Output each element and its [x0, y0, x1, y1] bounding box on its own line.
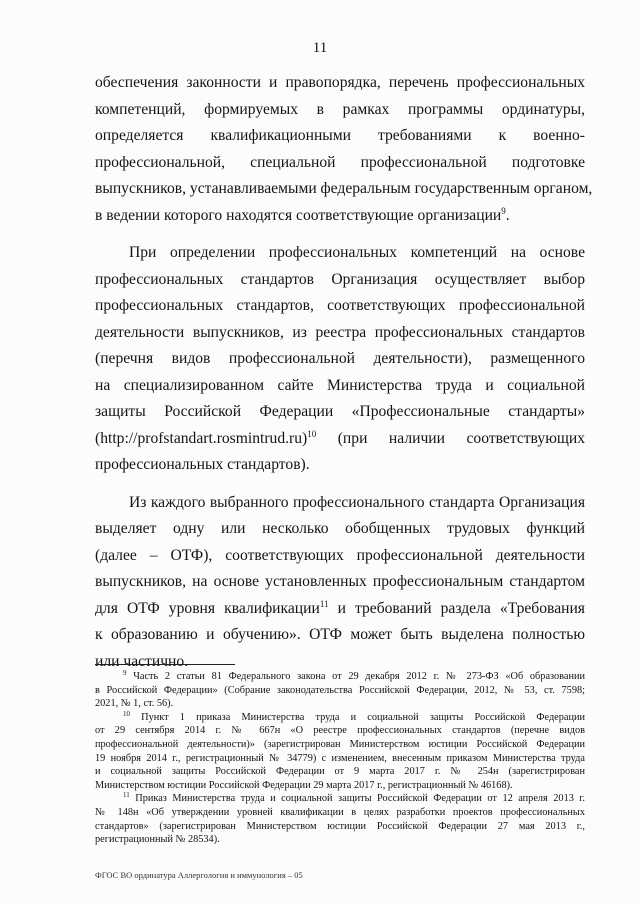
footnote-line: профессиональной деятельности)» (зарегистрирован Министерством юстиции Российской Федерации [95, 738, 585, 750]
footnotes [95, 670, 585, 847]
text-line [95, 203, 585, 230]
text-line: При определении профессиональных компетенций на основе [129, 244, 585, 261]
text-line: (далее – ОТФ), соответствующих профессиональной деятельности [95, 546, 585, 564]
text-span: Приказ Министерства труда и социальной защиты Российской Федерации от 12 апреля 2013 г. [135, 793, 586, 805]
text-line: компетенций, формируемых в рамках программы ординатуры, [95, 100, 585, 118]
footnote-line: и социальной защиты Российской Федерации от 9 марта 2017 г. № 254н (зарегистрирован [95, 766, 585, 778]
text-line: Из каждого выбранного профессионального стандарта Организация [129, 493, 585, 511]
text-line: к образованию и обучению». ОТФ может быть выделена полностью [95, 626, 585, 643]
text-span: Часть 2 статьи 81 Федерального закона от 29 декабря 2012 г. № 273-ФЗ «Об образовании [133, 671, 585, 682]
footnote-line: регистрационный № 28534). [95, 834, 220, 846]
profstandart-url[interactable]: (http://profstandart.rosmintrud.ru) [95, 429, 308, 447]
text-line: профессиональной, специальной профессиональной подготовке [95, 153, 585, 171]
footnote-10 [95, 711, 585, 793]
footnote-marker: 9 [123, 669, 127, 677]
footnote-9 [95, 670, 585, 711]
paragraph-1 [95, 70, 593, 229]
text-line: на специализированном сайте Министерства труда и социальной [95, 376, 585, 394]
text-line: обеспечения законности и правопорядка, перечень профессиональных [95, 74, 585, 91]
text-line: выпускников, на основе установленных профессиональным стандартом [95, 573, 585, 590]
text-line: определяется квалификационными требованиями к военно- [95, 127, 585, 144]
text-line: или частично. [95, 652, 189, 670]
footnote-ref-10[interactable]: 10 [307, 428, 317, 439]
footnote-divider [95, 664, 235, 665]
footnote-line: стандартов» (зарегистрирован Министерством юстиции Российской Федерации 27 мая 2013 г., [95, 820, 585, 832]
footnote-line: № 148н «Об утверждении уровней квалификации в целях разработки проектов профессиональных [95, 806, 585, 818]
text-line [95, 596, 585, 623]
footnote-ref-11[interactable]: 11 [319, 598, 329, 609]
footnote-line: 19 ноября 2014 г., регистрационный № 34779) с изменением, внесенным приказом Министерства труда [95, 752, 585, 764]
punctuation: . [505, 206, 510, 224]
text-span: и требований раздела «Требования [337, 599, 585, 617]
main-text [95, 70, 593, 675]
paragraph-3 [95, 490, 585, 676]
page-number: 11 [312, 40, 328, 56]
text-line: (перечня видов профессиональной деятельности), размещенного [95, 350, 585, 367]
footnote-ref-9[interactable]: 9 [501, 205, 506, 216]
document-footer: ФГОС ВО ординатура Аллергология и иммунология – 05 [95, 870, 303, 880]
text-line: профессиональных стандартов, соответствующих профессиональной [95, 297, 585, 314]
footnote-line: Министерством юстиции Российской Федерации 29 марта 2017 г., регистрационный № 46168). [95, 779, 513, 791]
footnote-line: в Российской Федерации» (Собрание законодательства Российской Федерации, 2012, № 53, ст. 7598; [95, 684, 585, 696]
text-line: выделяет одну или несколько обобщенных трудовых функций [95, 520, 585, 537]
text-line: профессиональных стандартов Организация осуществляет выбор [95, 270, 585, 288]
text-span: Пункт 1 приказа Министерства труда и социальной защиты Российской Федерации [141, 711, 586, 723]
footnote-marker: 10 [123, 709, 130, 718]
text-line: деятельности выпускников, из реестра профессиональных стандартов [95, 323, 585, 341]
footnote-line: от 29 сентября 2014 г. № 667н «О реестре профессиональных стандартов (перечне видов [95, 725, 585, 737]
text-line: выпускников, устанавливаемыми федеральным государственным органом, [95, 180, 593, 197]
text-line [95, 426, 585, 453]
text-span: в ведении которого находятся соответствующие организации [95, 206, 502, 224]
footnote-marker: 11 [123, 791, 130, 800]
text-line: защиты Российской Федерации «Профессиональные стандарты» [95, 403, 585, 420]
paragraph-2 [95, 240, 585, 479]
footnote-11 [95, 792, 585, 846]
footnote-line: 2021, № 1, ст. 56). [95, 698, 174, 710]
text-line: профессиональных стандартов). [95, 456, 310, 473]
footnote-line [95, 670, 585, 684]
text-span: (при наличии соответствующих [337, 429, 585, 447]
footnote-line [95, 792, 585, 806]
footnote-line [95, 711, 585, 725]
text-span: для ОТФ уровня квалификации [95, 599, 320, 617]
